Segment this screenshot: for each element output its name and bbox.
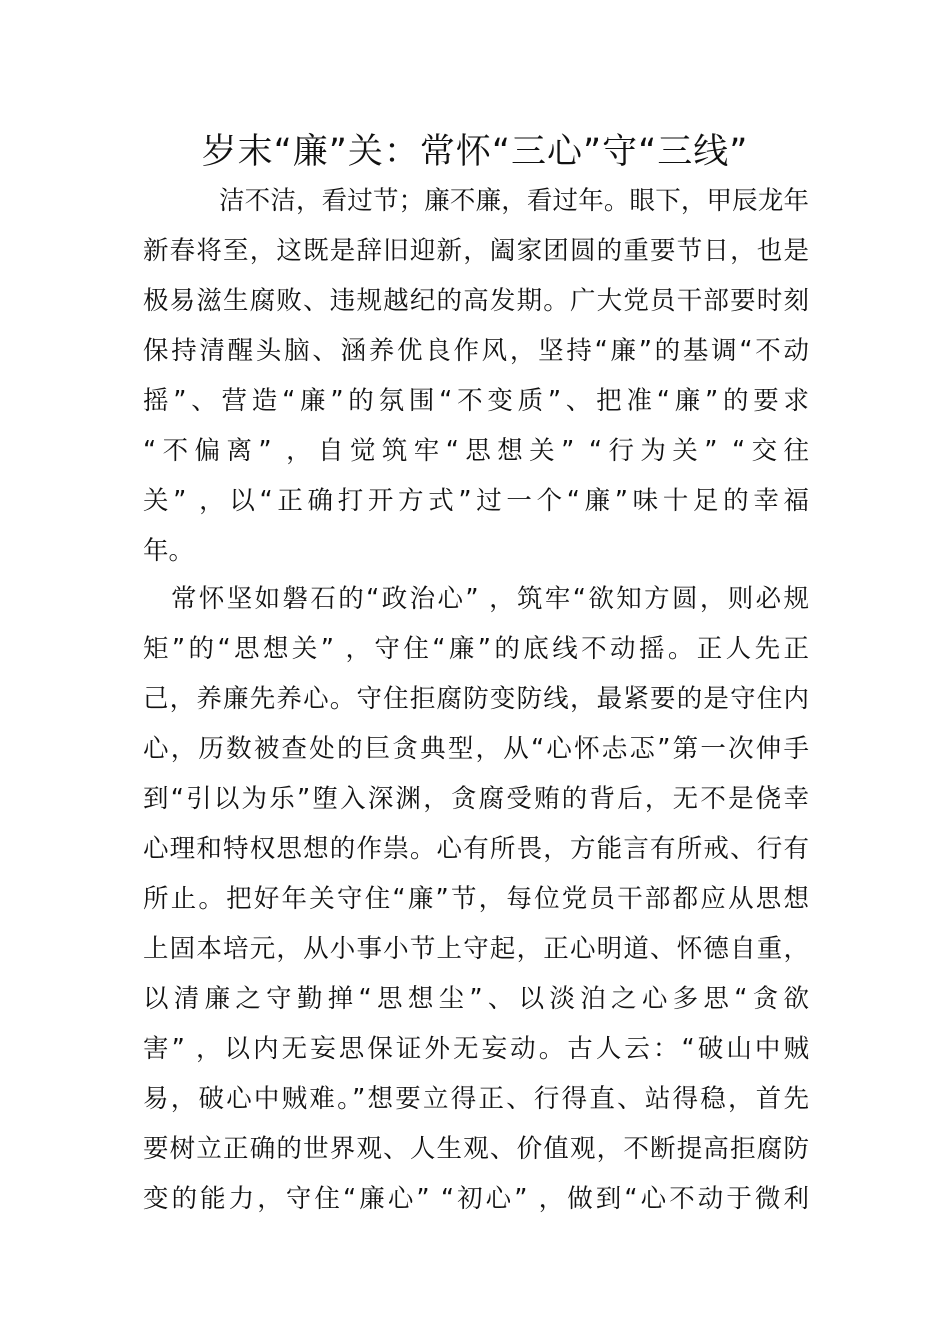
text-line: 洁不洁，看过节；廉不廉，看过年。眼下，甲辰龙年 bbox=[219, 186, 809, 216]
text-line: “不偏离” ，自觉筑牢“思想关” “行为关” “交往 bbox=[143, 436, 809, 466]
text-line: 极易滋生腐败、违规越纪的高发期。广大党员干部要时刻 bbox=[143, 286, 809, 316]
text-line: 心，历数被查处的巨贪典型，从“心怀忐忑”第一次伸手 bbox=[143, 734, 809, 764]
text-line: 关” ，以“正确打开方式”过一个“廉”味十足的幸福 bbox=[143, 486, 809, 516]
text-line: 到“引以为乐”堕入深渊，贪腐受贿的背后，无不是侥幸 bbox=[143, 784, 809, 814]
text-line: 要树立正确的世界观、人生观、价值观，不断提高拒腐防 bbox=[143, 1134, 809, 1164]
text-line: 害” ，以内无妄思保证外无妄动。古人云：“破山中贼 bbox=[143, 1034, 809, 1064]
text-line: 己，养廉先养心。守住拒腐防变防线，最紧要的是守住内 bbox=[143, 684, 809, 714]
text-line: 摇”、营造“廉”的氛围“不变质”、把准“廉”的要求 bbox=[143, 386, 809, 416]
text-line: 易，破心中贼难。”想要立得正、行得直、站得稳，首先 bbox=[143, 1084, 809, 1114]
text-line: 心理和特权思想的作祟。心有所畏，方能言有所戒、行有 bbox=[143, 834, 809, 864]
paragraph-2 bbox=[143, 574, 809, 1224]
text-line: 所止。把好年关守住“廉”节，每位党员干部都应从思想 bbox=[143, 884, 809, 914]
text-line: 上固本培元，从小事小节上守起，正心明道、怀德自重， bbox=[143, 934, 809, 964]
text-line: 新春将至，这既是辞旧迎新，阖家团圆的重要节日，也是 bbox=[143, 236, 809, 266]
text-line: 矩”的“思想关” ，守住“廉”的底线不动摇。正人先正 bbox=[143, 634, 809, 664]
paragraph-1 bbox=[143, 176, 809, 576]
text-line: 年。 bbox=[143, 536, 195, 566]
text-line: 以清廉之守勤掸“思想尘”、以淡泊之心多思“贪欲 bbox=[143, 984, 809, 1014]
document-title: 岁末“廉”关：常怀“三心”守“三线” bbox=[201, 132, 749, 172]
text-line: 变的能力，守住“廉心” “初心” ，做到“心不动于微利 bbox=[143, 1184, 809, 1214]
text-line: 保持清醒头脑、涵养优良作风，坚持“廉”的基调“不动 bbox=[143, 336, 809, 366]
text-line: 常怀坚如磐石的“政治心” ，筑牢“欲知方圆，则必规 bbox=[171, 584, 809, 614]
